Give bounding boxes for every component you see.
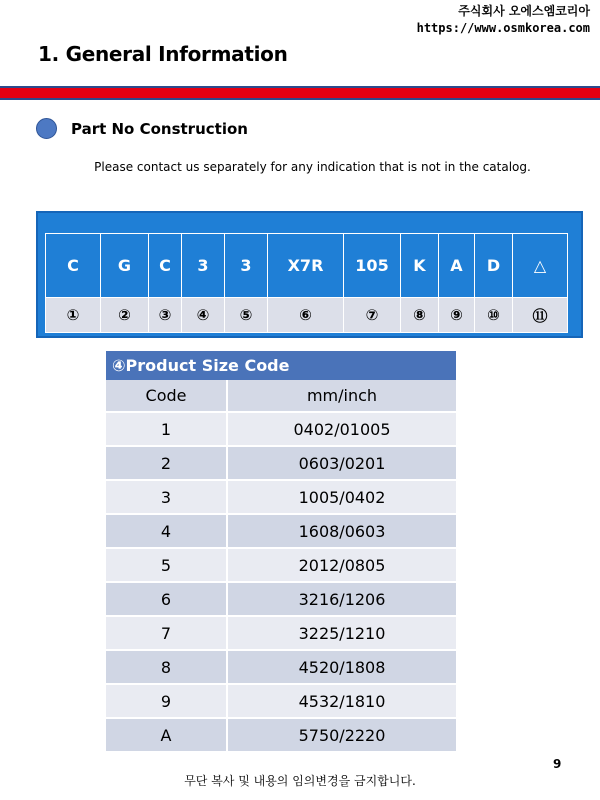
part-index: ⑥ xyxy=(268,298,344,333)
size-value-cell: 3216/1206 xyxy=(227,582,456,616)
size-code-cell: 3 xyxy=(106,480,227,514)
table-row xyxy=(106,718,456,751)
section-title: Part No Construction xyxy=(71,119,248,138)
size-value-cell: 1005/0402 xyxy=(227,480,456,514)
part-letter: G xyxy=(101,234,149,298)
circle-bullet-icon xyxy=(36,118,57,139)
part-index: ⑤ xyxy=(225,298,268,333)
column-header-code: Code xyxy=(106,380,227,412)
size-code-cell: 1 xyxy=(106,412,227,446)
copyright-footer: 무단 복사 및 내용의 임의변경을 금지합니다. xyxy=(184,774,416,788)
table-row xyxy=(106,480,456,514)
part-index: ⑨ xyxy=(439,298,475,333)
size-table-header-row xyxy=(106,380,456,412)
size-code-cell: 9 xyxy=(106,684,227,718)
size-code-cell: 4 xyxy=(106,514,227,548)
size-value-cell: 4532/1810 xyxy=(227,684,456,718)
company-name: 주식회사 오에스엠코리아 xyxy=(458,4,590,18)
size-code-cell: 7 xyxy=(106,616,227,650)
part-letter: A xyxy=(439,234,475,298)
part-letter: C xyxy=(149,234,182,298)
table-row xyxy=(106,514,456,548)
part-letter: C xyxy=(46,234,101,298)
part-index: ② xyxy=(101,298,149,333)
size-code-cell: 6 xyxy=(106,582,227,616)
part-letter: K xyxy=(401,234,439,298)
size-value-cell: 2012/0805 xyxy=(227,548,456,582)
page-number: 9 xyxy=(553,757,562,771)
size-value-cell: 1608/0603 xyxy=(227,514,456,548)
table-row xyxy=(106,650,456,684)
size-value-cell: 5750/2220 xyxy=(227,718,456,751)
page-title: 1. General Information xyxy=(38,42,288,66)
part-index: ④ xyxy=(182,298,225,333)
part-letter: X7R xyxy=(268,234,344,298)
size-value-cell: 0402/01005 xyxy=(227,412,456,446)
table-row xyxy=(106,446,456,480)
part-number-box xyxy=(36,211,583,338)
size-code-cell: 2 xyxy=(106,446,227,480)
part-index: ⑪ xyxy=(513,298,568,333)
table-row xyxy=(106,412,456,446)
size-code-cell: 5 xyxy=(106,548,227,582)
catalog-note: Please contact us separately for any indication that is not in the catalog. xyxy=(94,160,531,174)
size-value-cell: 4520/1808 xyxy=(227,650,456,684)
size-value-cell: 0603/0201 xyxy=(227,446,456,480)
section-heading xyxy=(36,118,248,139)
product-size-table xyxy=(106,351,456,751)
size-code-cell: 8 xyxy=(106,650,227,684)
title-divider-bar xyxy=(0,86,600,100)
size-table-title: ④Product Size Code xyxy=(106,351,456,380)
table-row xyxy=(106,684,456,718)
part-letter: △ xyxy=(513,234,568,298)
part-index: ⑦ xyxy=(344,298,401,333)
table-row xyxy=(106,582,456,616)
part-number-table xyxy=(45,233,568,333)
company-url[interactable]: https://www.osmkorea.com xyxy=(416,21,590,35)
column-header-size: mm/inch xyxy=(227,380,456,412)
part-index: ⑧ xyxy=(401,298,439,333)
part-letter: 3 xyxy=(225,234,268,298)
size-code-cell: A xyxy=(106,718,227,751)
part-index: ③ xyxy=(149,298,182,333)
part-letter: 3 xyxy=(182,234,225,298)
part-letter: 105 xyxy=(344,234,401,298)
table-row xyxy=(106,616,456,650)
part-letter: D xyxy=(475,234,513,298)
part-letters-row xyxy=(46,234,568,298)
part-index: ① xyxy=(46,298,101,333)
company-header xyxy=(417,3,590,37)
size-value-cell: 3225/1210 xyxy=(227,616,456,650)
part-index-row xyxy=(46,298,568,333)
table-row xyxy=(106,548,456,582)
part-index: ⑩ xyxy=(475,298,513,333)
